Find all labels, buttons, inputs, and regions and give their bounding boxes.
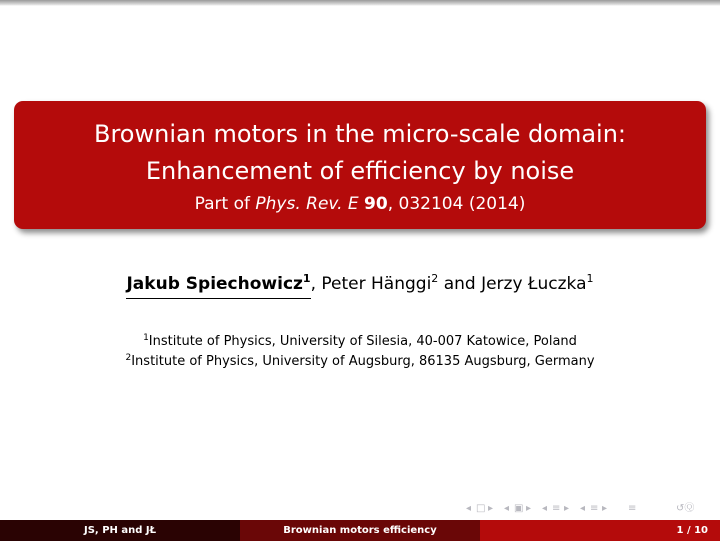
affiliation-sup: 2 <box>125 353 132 363</box>
navigation-bar <box>466 502 716 516</box>
journal-name: Phys. Rev. E <box>255 194 359 214</box>
journal-volume: 90 <box>364 194 388 214</box>
next-page-icon[interactable]: ▸ <box>602 503 608 514</box>
affiliations <box>0 332 720 372</box>
subsection-icon[interactable]: ▣ <box>514 503 524 514</box>
prev-frame-icon[interactable]: ◂ <box>466 503 472 514</box>
next-frame-icon[interactable]: ▸ <box>488 503 494 514</box>
title-line-2: Enhancement of efficiency by noise <box>145 157 575 185</box>
frame-icon[interactable]: □ <box>476 503 486 514</box>
prev-section-icon[interactable]: ◂ <box>542 503 548 514</box>
citation-subtitle <box>14 193 706 215</box>
author-separator-2: and Jerzy Łuczka <box>438 274 587 294</box>
author-separator-1: , Peter Hänggi <box>310 274 432 294</box>
affiliation-sup: 1 <box>143 333 149 343</box>
affiliation-2 <box>0 352 720 372</box>
prev-page-icon[interactable]: ◂ <box>580 503 586 514</box>
next-subsection-icon[interactable]: ▸ <box>526 503 532 514</box>
title-block <box>14 101 706 229</box>
citation-suffix: , 032104 (2014) <box>387 194 526 214</box>
footer-bar <box>0 520 720 541</box>
presenting-author-name: Jakub Spiechowicz <box>126 274 303 294</box>
page-icon[interactable]: ≡ <box>590 503 599 514</box>
footer-title: Brownian motors efficiency <box>240 520 480 541</box>
page-number: 1 / 10 <box>676 525 708 536</box>
author-affil-sup: 1 <box>302 272 311 285</box>
search-icon[interactable]: ↺Ⓠ <box>676 503 695 514</box>
affiliation-text: Institute of Physics, University of Augsburg, 86135 Augsburg, Germany <box>131 354 595 369</box>
next-section-icon[interactable]: ▸ <box>564 503 570 514</box>
affiliation-1 <box>0 332 720 352</box>
subtitle-prefix: Part of <box>194 194 256 214</box>
footer-authors: JS, PH and JŁ <box>0 520 240 541</box>
author-list <box>0 272 720 299</box>
author-affil-sup: 1 <box>586 272 594 285</box>
section-icon[interactable]: ≡ <box>552 503 561 514</box>
top-rule <box>0 0 720 6</box>
presenting-author <box>126 272 310 299</box>
title-line-1: Brownian motors in the micro-scale domain: <box>93 120 627 148</box>
affiliation-text: Institute of Physics, University of Silesia, 40-007 Katowice, Poland <box>148 334 577 349</box>
author-affil-sup: 2 <box>431 272 439 285</box>
footer-page-section <box>480 520 720 541</box>
prev-subsection-icon[interactable]: ◂ <box>504 503 510 514</box>
align-icon[interactable]: ≡ <box>628 503 637 514</box>
